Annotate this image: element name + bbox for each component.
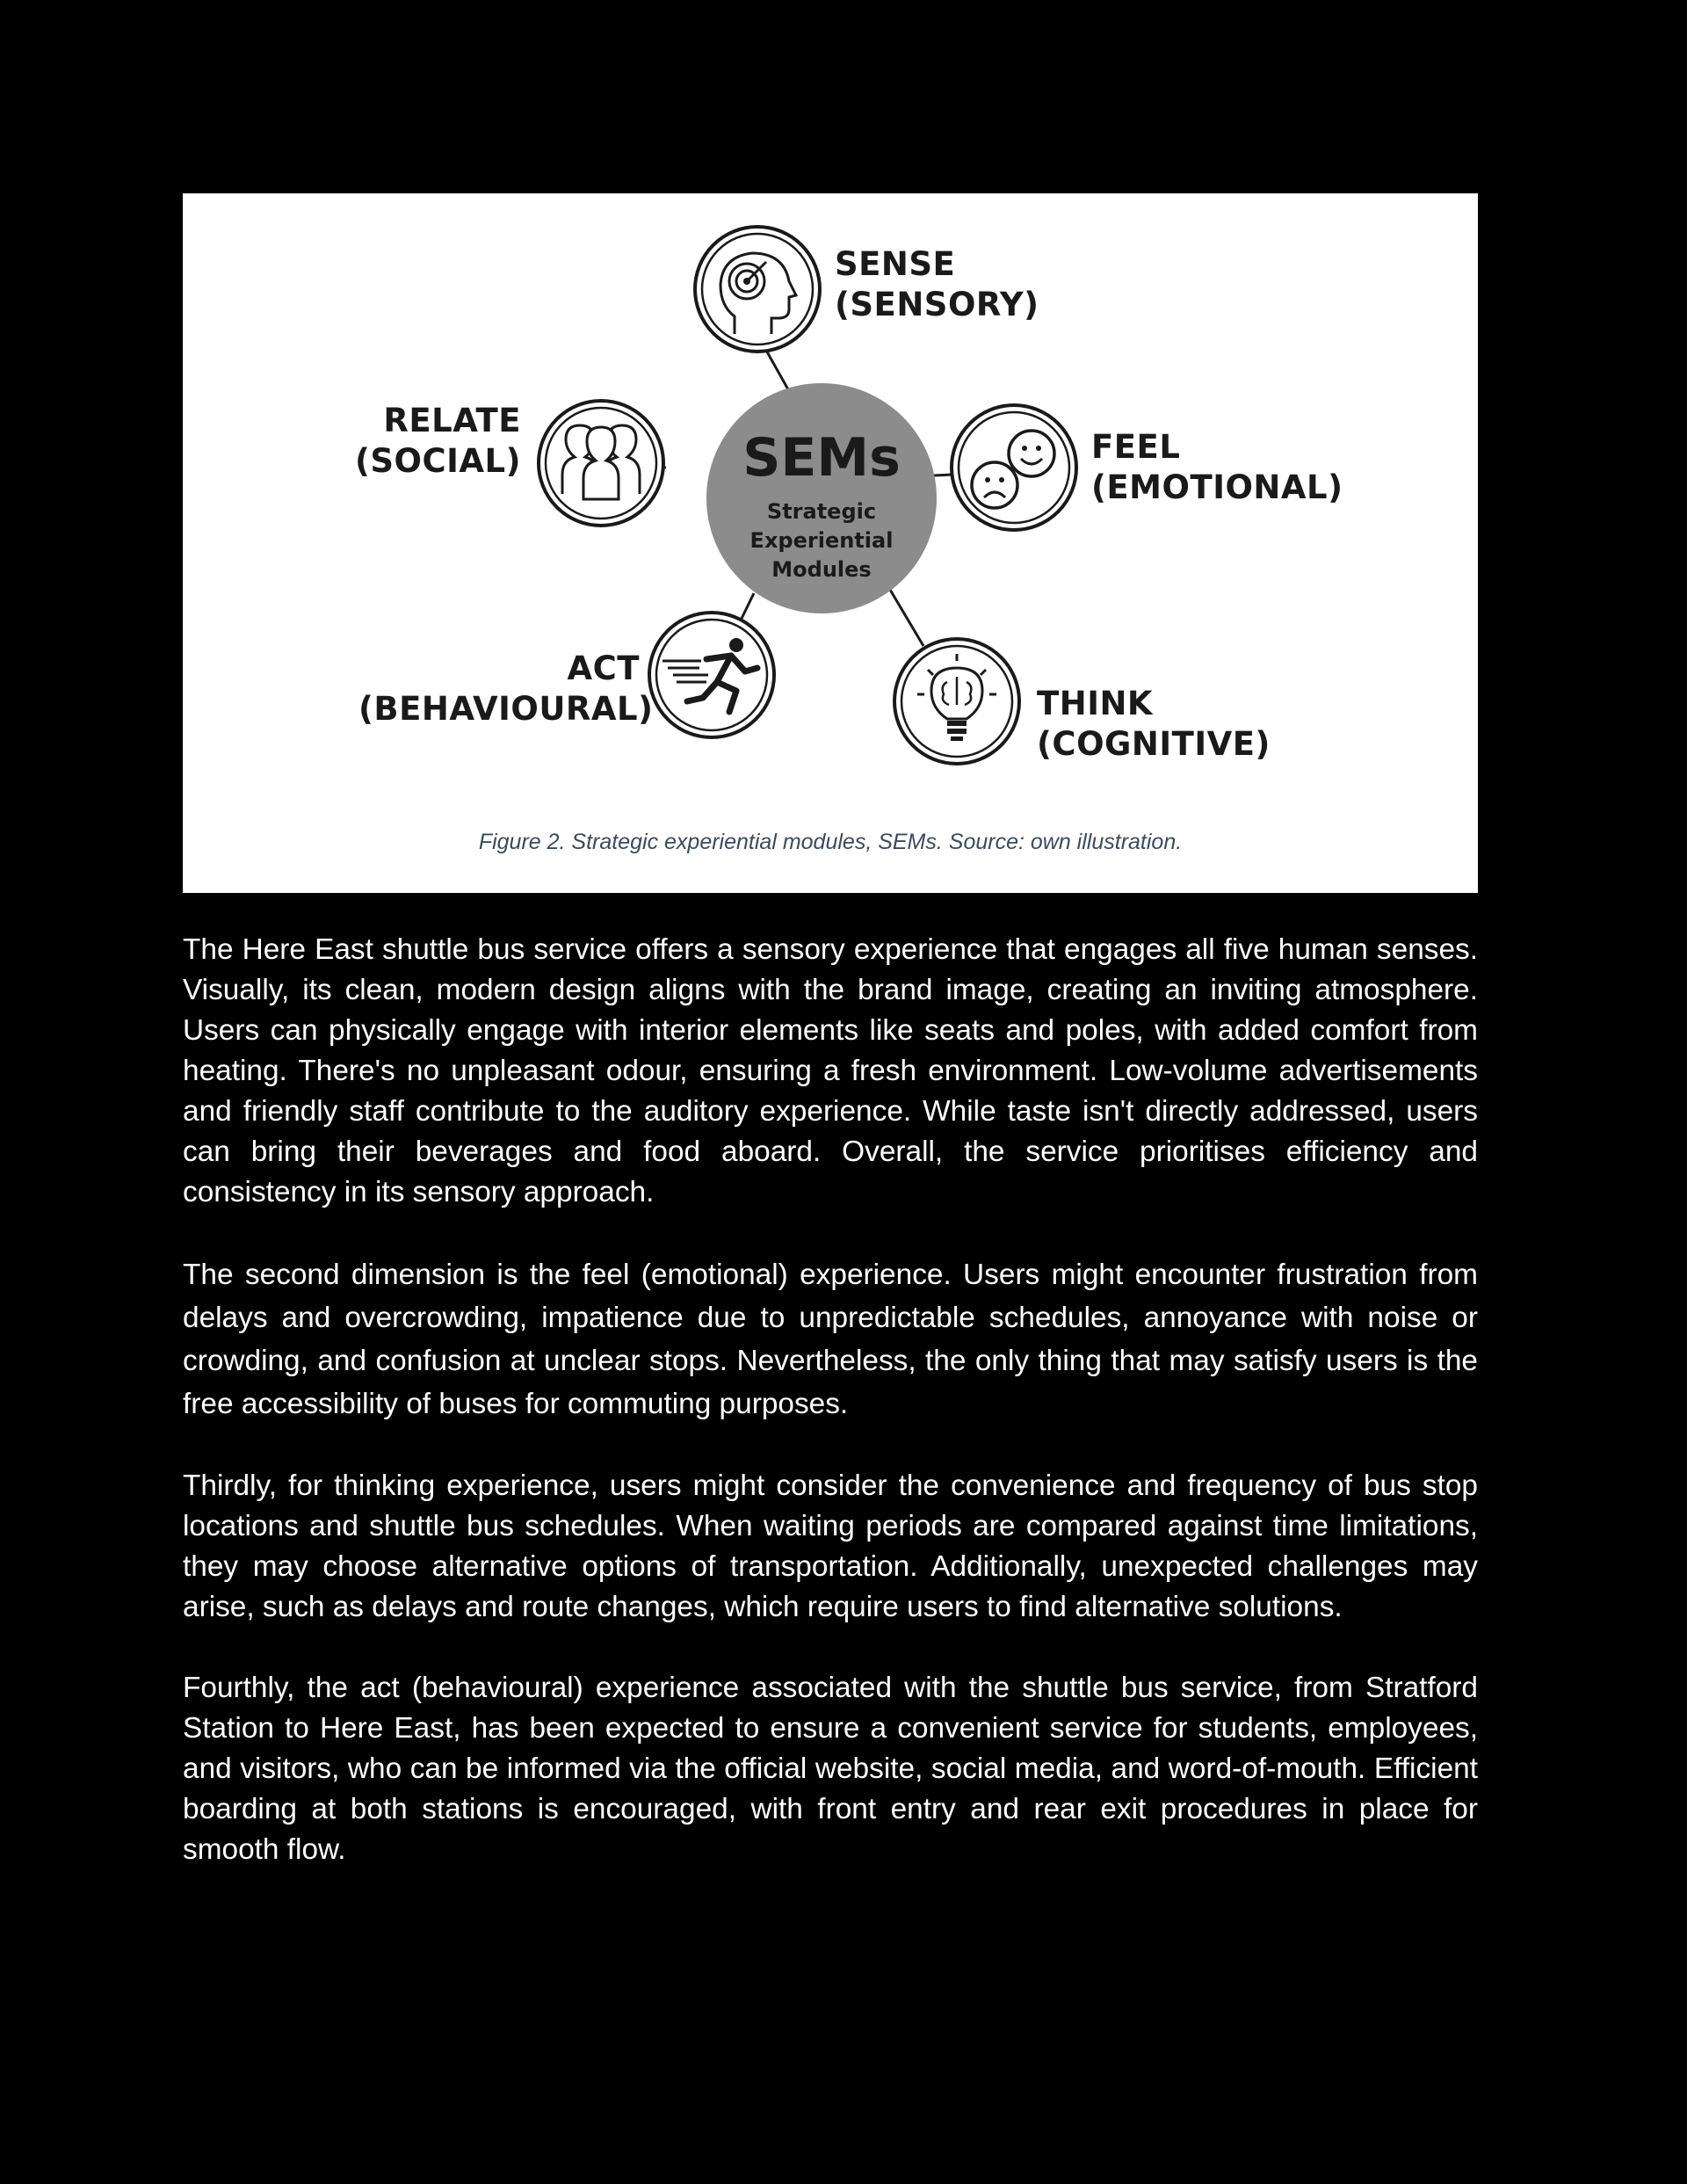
paragraph-feel: The second dimension is the feel (emotional) experience. Users might encounter frustration from delays and overcrowding, impatience due to unpredictable schedules, annoyance with noise or crowding, and confusion at unclear stops. Nevertheless, the only thing that may satisfy users is the free accessibility of buses for commuting purposes.	[183, 1259, 1478, 1420]
connector-sense	[764, 347, 789, 391]
paragraph-act: Fourthly, the act (behavioural) experience associated with the shuttle bus service, from Stratford Station to Here East, has been expected to ensure a convenient service for students, employees, and visitors, who can be informed via the official website, social media, and word-of-mouth. Efficient boarding at both stations is encouraged, with front entry and rear exit procedures in place for smooth flow.	[183, 1672, 1478, 1866]
act-label-title: ACT	[567, 649, 640, 687]
sense-label-subtitle: (SENSORY)	[835, 286, 1039, 323]
relate-label-title: RELATE	[383, 402, 521, 439]
sems-subtitle-line-3: Modules	[771, 557, 872, 582]
paragraph-sensory: The Here East shuttle bus service offers a sensory experience that engages all five human senses. Visually, its clean, modern design aligns with the brand image, creating an inviting atmosphere. Users can physically engage with interior elements like seats and poles, with added comfort from heating. There's no unpleasant odour, ensuring a fresh environment. Low-volume advertisements and friendly staff contribute to the auditory experience. While taste isn't directly addressed, users can bring their beverages and food aboard. Overall, the service prioritises efficiency and consistency in its sensory approach.	[183, 933, 1478, 1208]
feel-label	[1091, 427, 1343, 508]
body-text	[183, 930, 1478, 1911]
feel-label-title: FEEL	[1091, 428, 1181, 466]
relate-label	[341, 401, 521, 482]
act-label	[358, 649, 654, 729]
running-person-icon	[649, 613, 774, 737]
faces-icon	[952, 405, 1076, 530]
sems-subtitle-line-2: Experiential	[749, 528, 894, 553]
sems-figure	[183, 193, 1478, 893]
act-label-subtitle: (BEHAVIOURAL)	[358, 690, 654, 728]
group-people-icon	[539, 401, 663, 526]
lightbulb-brain-icon	[894, 639, 1019, 764]
figure-caption: Figure 2. Strategic experiential modules, SEMs. Source: own illustration.	[478, 830, 1183, 854]
sems-subtitle-line-1: Strategic	[766, 499, 877, 524]
feel-label-subtitle: (EMOTIONAL)	[1091, 468, 1343, 506]
sense-label	[835, 244, 1039, 325]
think-label	[1037, 684, 1271, 765]
relate-label-subtitle: (SOCIAL)	[354, 442, 521, 480]
sems-center-title: SEMs	[742, 427, 901, 489]
think-label-title: THINK	[1037, 685, 1154, 722]
sems-center-subtitle	[707, 497, 936, 584]
paragraph-think: Thirdly, for thinking experience, users might consider the convenience and frequency of bus stop locations and shuttle bus schedules. When waiting periods are compared against time limitations, they may choose alternative options of transportation. Additionally, unexpected challenges may arise, such as delays and route changes, which require users to find alternative solutions.	[183, 1469, 1478, 1623]
head-target-icon	[695, 227, 820, 352]
connector-think	[890, 590, 923, 646]
sense-label-title: SENSE	[835, 245, 956, 283]
think-label-subtitle: (COGNITIVE)	[1037, 725, 1271, 763]
